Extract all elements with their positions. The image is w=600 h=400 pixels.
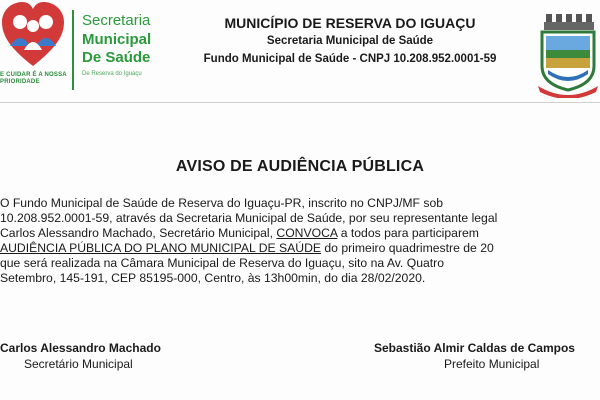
brand-line-1: Secretaria: [82, 12, 151, 29]
logo-tagline: E CUIDAR É A NOSSA PRIORIDADE: [0, 72, 67, 85]
header-divider: [72, 10, 74, 90]
secretaria-brand: [82, 12, 164, 79]
notice-line-3-tail: a todos para participarem: [337, 226, 479, 240]
notice-body: [0, 196, 600, 286]
brand-line-3: De Saúde: [82, 49, 151, 66]
signer-role-right: Prefeito Municipal: [444, 357, 540, 371]
notice-line-2: 10.208.952.0001-59, através da Secretaria Municipal de Saúde, por seu representante legal: [0, 211, 498, 225]
notice-line-1: O Fundo Municipal de Saúde de Reserva do Iguaçu-PR, inscrito no CNPJ/MF sob: [0, 196, 444, 210]
header-text: [170, 14, 530, 68]
notice-title: AVISO DE AUDIÊNCIA PÚBLICA: [175, 158, 425, 175]
signature-left: [0, 340, 200, 372]
audiencia-emphasis: AUDIÊNCIA PÚBLICA DO PLANO MUNICIPAL DE SAÚDE: [0, 241, 322, 255]
notice-line-6: Setembro, 145-191, CEP 85195-000, Centro, às 13h00min, do dia 28/02/2020.: [0, 271, 426, 285]
signature-right: [374, 340, 600, 372]
fund-cnpj-line: Fundo Municipal de Saúde - CNPJ 10.208.952.0001-59: [203, 53, 497, 65]
signer-name-left: Carlos Alessandro Machado: [0, 341, 161, 355]
health-logo: [0, 0, 72, 96]
header-rule: [0, 102, 600, 103]
notice-line-3: [0, 226, 600, 241]
brand-line-2: Municipal: [82, 31, 152, 48]
convoca-emphasis: CONVOCA: [276, 226, 338, 240]
notice-line-4-tail: do primeiro quadrimestre de 20: [321, 241, 494, 255]
secretaria-subtitle: Secretaria Municipal de Saúde: [266, 35, 434, 47]
municipality-title: MUNICÍPIO DE RESERVA DO IGUAÇU: [224, 15, 476, 31]
signer-role-left: Secretário Municipal: [24, 357, 133, 371]
brand-line-4: De Reserva do Iguaçu: [82, 71, 142, 77]
notice-line-4: [0, 241, 600, 256]
municipal-coat-of-arms-icon: [536, 14, 600, 98]
notice-line-5: que será realizada na Câmara Municipal de Reserva do Iguaçu, sito na Av. Quatro: [0, 256, 444, 270]
notice-line-3-text: Carlos Alessandro Machado, Secretário Municipal,: [0, 226, 277, 240]
signer-name-right: Sebastião Almir Caldas de Campos: [374, 341, 575, 355]
